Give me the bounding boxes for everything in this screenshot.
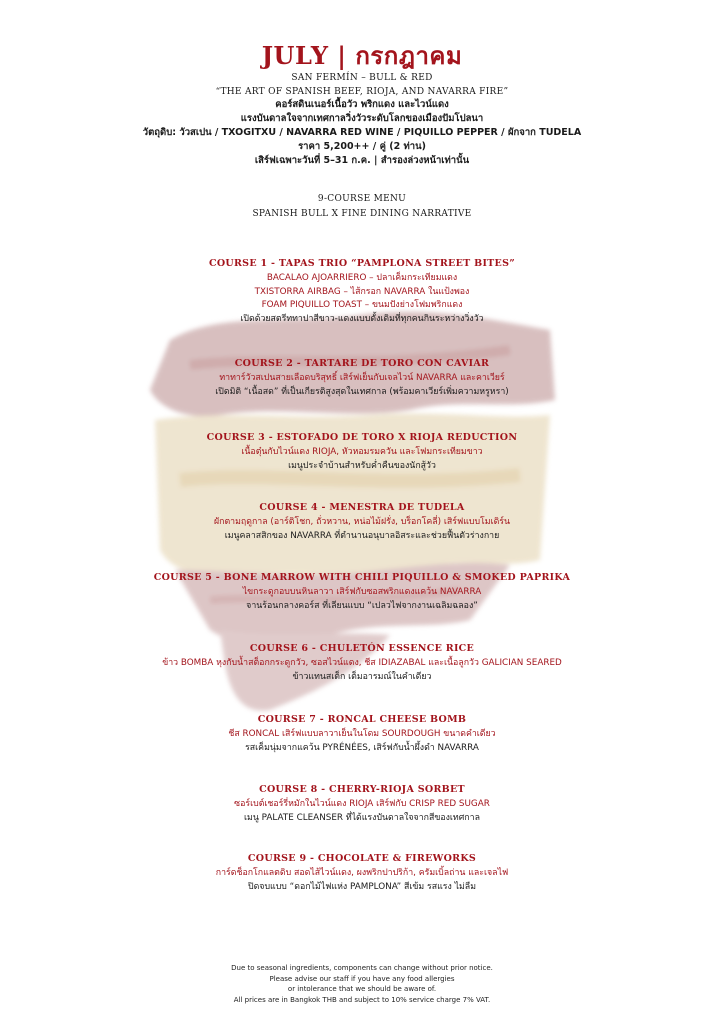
course-title: COURSE 2 - TARTARE DE TORO CON CAVIAR [234, 358, 490, 369]
course-title: COURSE 4 - MENESTRA DE TUDELA [259, 502, 465, 513]
price-line: ราคา 5,200++ / คู่ (2 ท่าน) [298, 141, 426, 152]
course-dish-line: เนื้อตุ๋นกับไวน์แดง RIOJA, หัวหอมรมควัน และโฟมกระเทียมขาว [241, 447, 483, 457]
course-description-line: ปิดจบแบบ “ดอกไม้ไฟแห่ง PAMPLONA” สีเข้ม รสแรง ไม่ลืม [248, 881, 476, 892]
course-title: COURSE 3 - ESTOFADO DE TORO X RIOJA REDUCTION [206, 432, 518, 443]
menu-heading: 9-COURSE MENU [317, 194, 407, 204]
course-description-line: เมนู PALATE CLEANSER ที่ได้แรงบันดาลใจจากสีของเทศกาล [244, 812, 480, 823]
course-dish-line: ข้าว BOMBA หุงกับน้ำสต็อกกระดูกวัว, ซอสไวน์แดง, ชีส IDIAZABAL และเนื้อลูกวัว GALICIAN SEARED [162, 658, 562, 668]
course-dish-line: ไขกระดูกอบบนหินลาวา เสิร์ฟกับซอสพริกแดงแคว้น NAVARRA [242, 587, 482, 597]
course-description-line: เมนูคลาสสิกของ NAVARRA ที่ตำนานอนุบาลอิสระและช่วยฟื้นตัวร่างกาย [224, 530, 500, 541]
course-description-line: รสเค็มนุ่มจากแคว้น PYRÉNÉES, เสิร์ฟกับน้ำผึ้งดำ NAVARRA [245, 742, 479, 753]
course-dish-line: TXISTORRA AIRBAG – ไส้กรอก NAVARRA ในแป้งพอง [254, 286, 470, 297]
serving-dates-line: เสิร์ฟเฉพาะวันที่ 5–31 ก.ค. | สำรองล่วงหน้าเท่านั้น [254, 155, 470, 166]
course-dish-line: FOAM PIQUILLO TOAST – ขนมปังย่างโฟมพริกแดง [261, 300, 463, 310]
course-dish-line: ผักตามฤดูกาล (อาร์ติโชก, ถั่วหวาน, หน่อไม้ฝรั่ง, บร็อกโคลี่) เสิร์ฟแบบโมเดิร์น [213, 517, 511, 527]
footer-note-line: Please advise our staff if you have any food allergies [269, 974, 455, 983]
page-title: JULY | กรกฎาคม [261, 41, 463, 70]
course-dish-line: BACALAO AJOARRIERO – ปลาเค็มกระเทียมแดง [266, 273, 458, 283]
course-description-line: เปิดมิติ “เนื้อสด” ที่เป็นเกียรติสูงสุดในเทศกาล (พร้อมคาเวียร์เพิ่มความหรูหรา) [215, 386, 509, 397]
course-description-line: จานร้อนกลางคอร์ส ที่เลียนแบบ “เปลวไฟจากงานเฉลิมฉลอง” [246, 600, 478, 611]
course-dish-line: การ์ดช็อกโกแลตดิบ สอดไส้ไวน์แดง, ผงพริกปาปริก้า, ครัมเบิ้ลถ่าน และเจลไฟ [215, 868, 509, 878]
thai-description-2: แรงบันดาลใจจากเทศกาลวิ่งวัวระดับโลกของเมืองปัมโปลนา [240, 113, 484, 124]
menu-subheading: SPANISH BULL X FINE DINING NARRATIVE [252, 209, 472, 219]
footer-note-line: or intolerance that we should be aware of. [287, 985, 437, 993]
ingredients-line: วัตถุดิบ: วัวสเปน / TXOGITXU / NAVARRA RED WINE / PIQUILLO PEPPER / ผักจาก TUDELA [142, 127, 582, 138]
footer-note-line: Due to seasonal ingredients, components can change without prior notice. [231, 964, 493, 972]
course-title: COURSE 6 - CHULETÓN ESSENCE RICE [249, 643, 475, 654]
course-description-line: เมนูประจำบ้านสำหรับค่ำคืนของนักสู้วัว [288, 460, 436, 471]
thai-description-1: คอร์สดินเนอร์เนื้อวัว พริกแดง และไวน์แดง [275, 99, 449, 110]
course-dish-line: ชีส RONCAL เสิร์ฟแบบลาวาเย็นในโดม SOURDOUGH ขนาดคำเดียว [228, 729, 496, 739]
course-title: COURSE 1 - TAPAS TRIO “PAMPLONA STREET BITES” [208, 258, 516, 269]
course-dish-line: ทาทาร์วัวสเปนสายเลือดบริสุทธิ์ เสิร์ฟเย็นกับเจลไวน์ NAVARRA และคาเวียร์ [219, 373, 505, 383]
event-subtitle: SAN FERMÍN – BULL & RED [291, 73, 433, 83]
course-title: COURSE 8 - CHERRY-RIOJA SORBET [259, 784, 465, 795]
course-title: COURSE 5 - BONE MARROW WITH CHILI PIQUILLO & SMOKED PAPRIKA [153, 572, 571, 583]
course-title: COURSE 7 - RONCAL CHEESE BOMB [257, 714, 467, 725]
footer-note-line: All prices are in Bangkok THB and subject to 10% service charge 7% VAT. [233, 995, 491, 1004]
course-dish-line: ซอร์เบต์เชอร์รี่หมักในไวน์แดง RIOJA เสิร์ฟกับ CRISP RED SUGAR [234, 799, 490, 809]
course-description-line: ข้าวแทนสเต็ก เต็มอารมณ์ในคำเดียว [292, 671, 432, 682]
course-description-line: เปิดด้วยสตรีททาปาสีขาว-แดงแบบดั้งเดิมที่ทุกคนกินระหว่างวิ่งวัว [240, 313, 484, 324]
event-tagline: “THE ART OF SPANISH BEEF, RIOJA, AND NAVARRA FIRE” [215, 87, 509, 97]
course-title: COURSE 9 - CHOCOLATE & FIREWORKS [247, 853, 477, 864]
